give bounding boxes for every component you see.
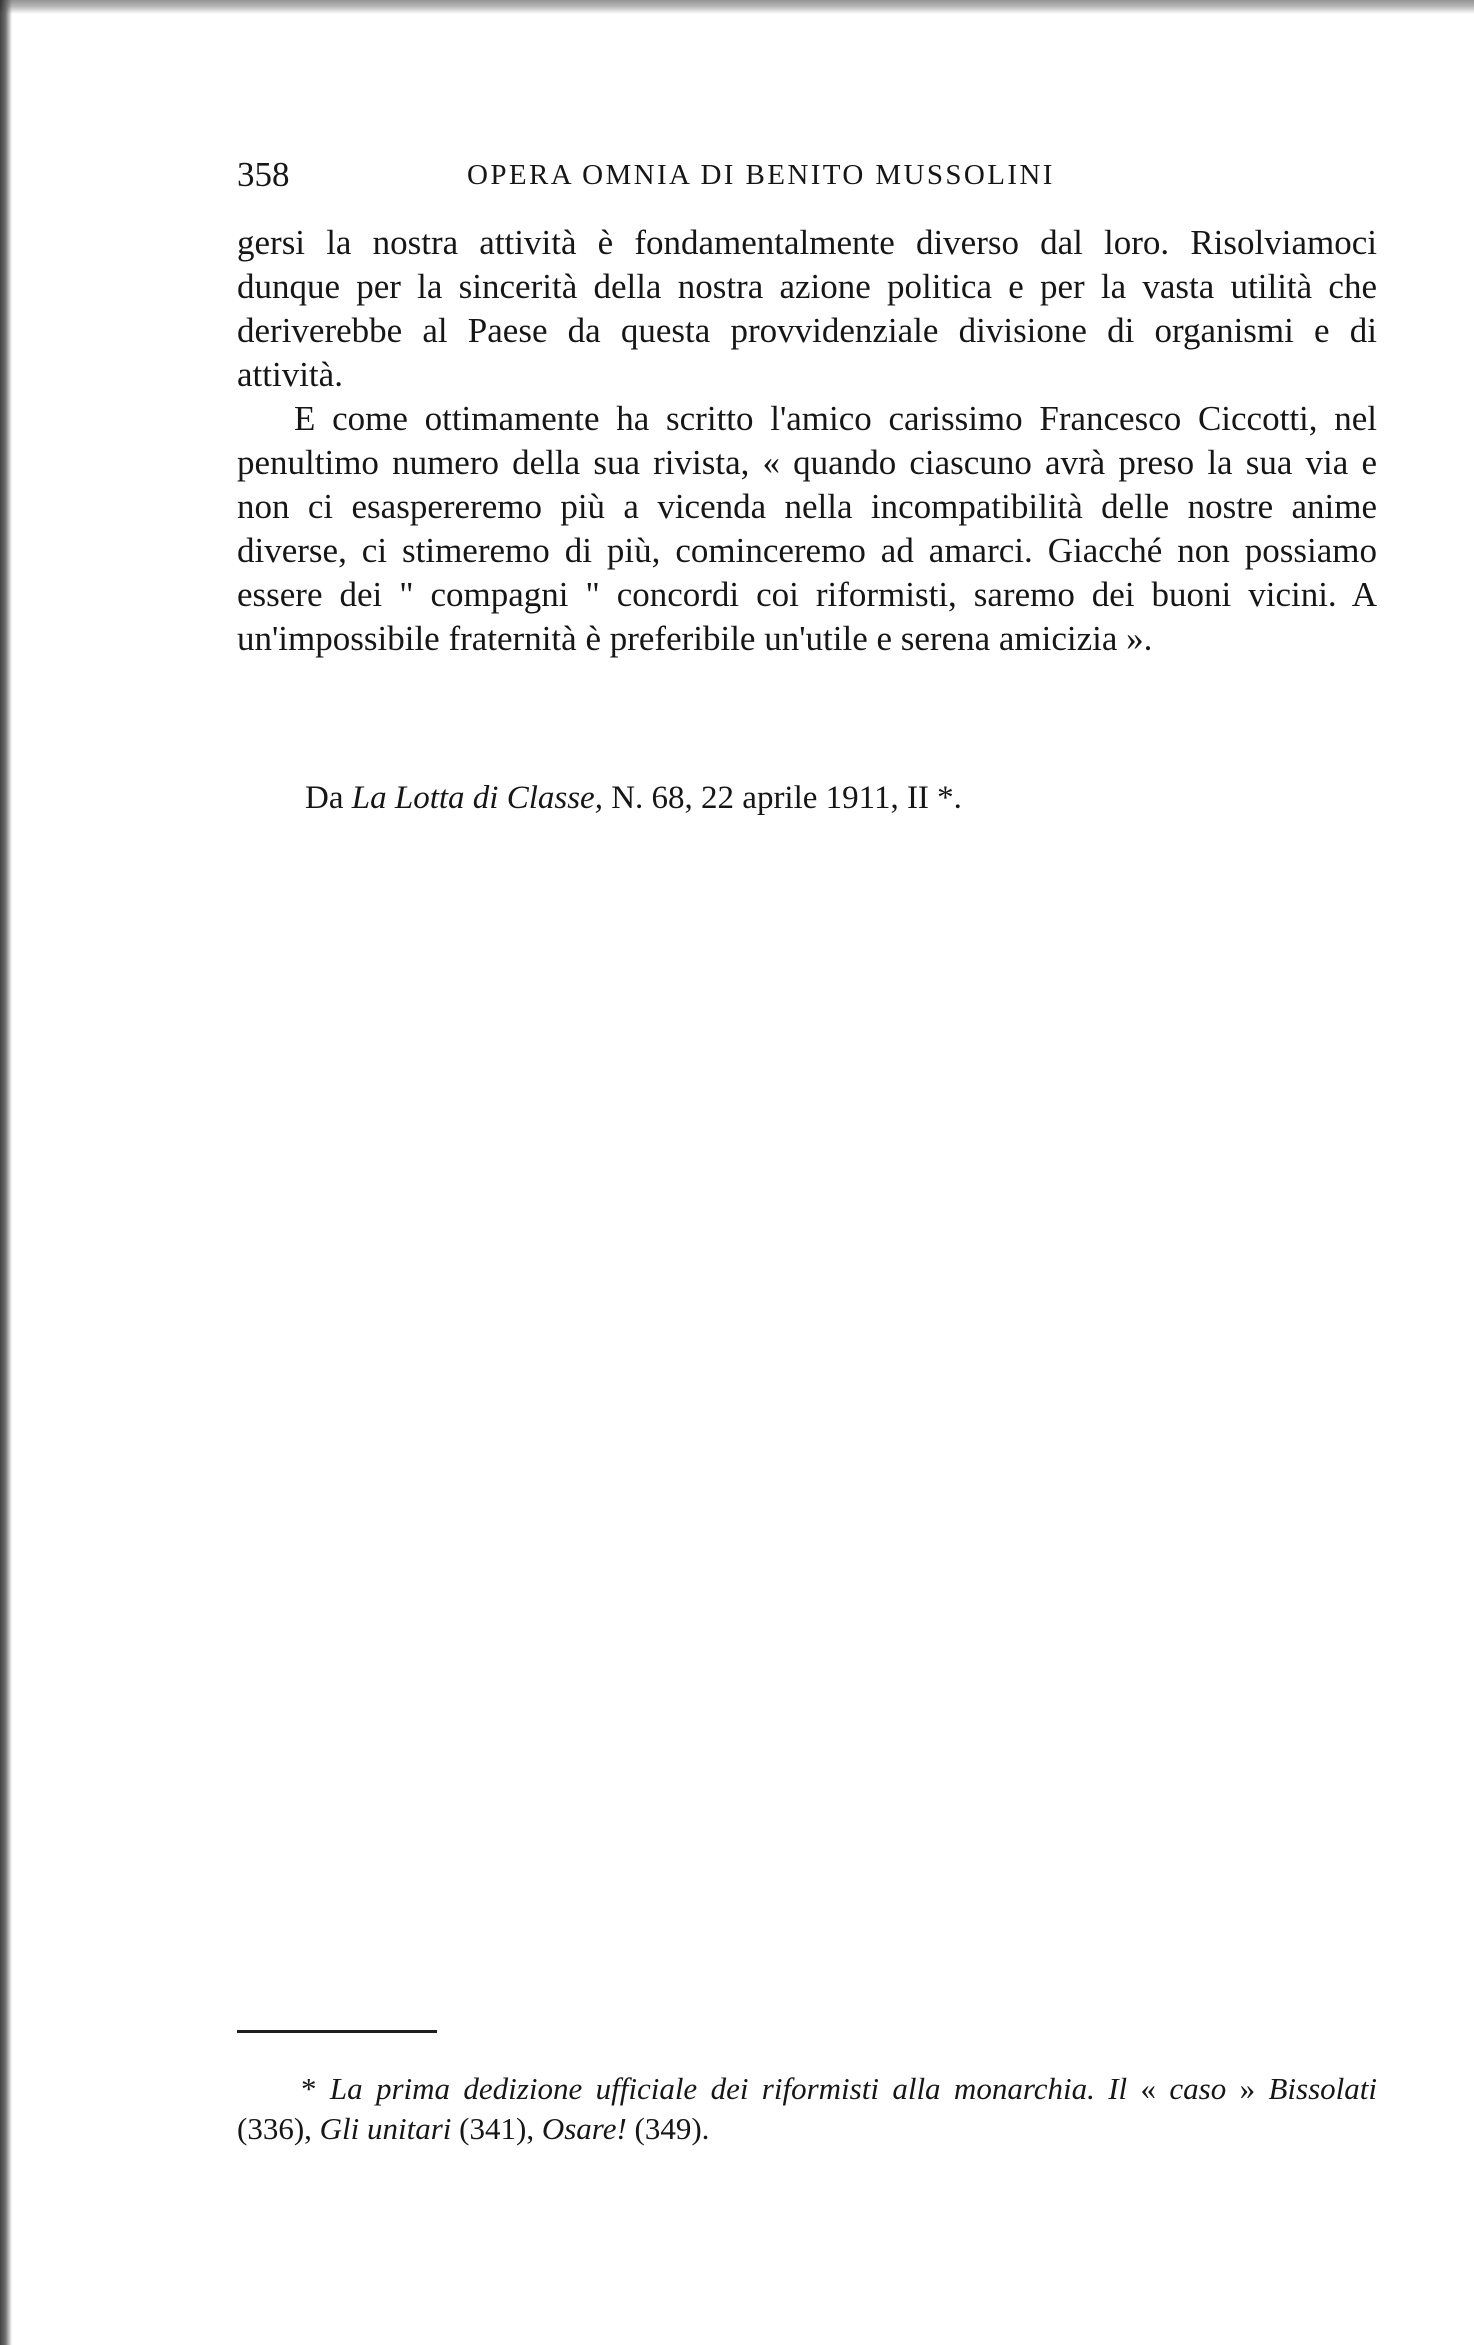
source-details: N. 68, 22 aprile 1911, II *. (611, 780, 962, 816)
footnote-marker: * (301, 2071, 317, 2106)
page-header (237, 150, 1377, 200)
footnote (237, 2069, 1377, 2149)
footnote-ref-1: (336), (237, 2111, 312, 2146)
footnote-divider (237, 2030, 437, 2033)
footnote-ref-2: (341), (459, 2111, 535, 2146)
footnote-close-quote: » (1239, 2071, 1256, 2106)
footnote-open-quote: « (1140, 2071, 1157, 2106)
source-citation (305, 776, 962, 820)
footnote-title-5: Osare! (541, 2111, 627, 2146)
source-publication: La Lotta di Classe, (351, 780, 603, 816)
paragraph-2: E come ottimamente ha scritto l'amico carissimo Francesco Ciccotti, nel penultimo numero della sua rivista, « quando ciascuno avrà preso la sua via e non ci esaspereremo più a vicenda nella incompatibilità delle nostre anime diverse, ci stimeremo di più, cominceremo ad amarci. Giacché non possiamo essere dei " compagni " concordi coi riformisti, saremo dei buoni vicini. A un'impossibile fraternità è preferibile un'utile e serena amicizia ». (237, 399, 1377, 658)
paragraph-1: gersi la nostra attività è fondamentalmente diverso dal loro. Risolviamoci dunque per la sincerità della nostra azione politica e per la vasta utilità che deriverebbe al Paese da questa provvidenziale divisione di organismi e di attività. (237, 223, 1377, 394)
source-prefix: Da (305, 780, 344, 816)
page-number: 358 (237, 155, 290, 194)
footnote-ref-3: (349). (634, 2111, 710, 2146)
footnote-title-3: Bissolati (1268, 2071, 1378, 2106)
scan-edge-top (0, 0, 1474, 14)
scan-edge-left (0, 0, 12, 2345)
footnote-title-2: caso (1169, 2071, 1227, 2106)
running-title: OPERA OMNIA DI BENITO MUSSOLINI (467, 159, 1055, 191)
footnote-title-1: La prima dedizione ufficiale dei riformisti alla monarchia. Il (329, 2071, 1128, 2106)
footnote-title-4: Gli unitari (319, 2111, 452, 2146)
body-text (237, 221, 1377, 661)
